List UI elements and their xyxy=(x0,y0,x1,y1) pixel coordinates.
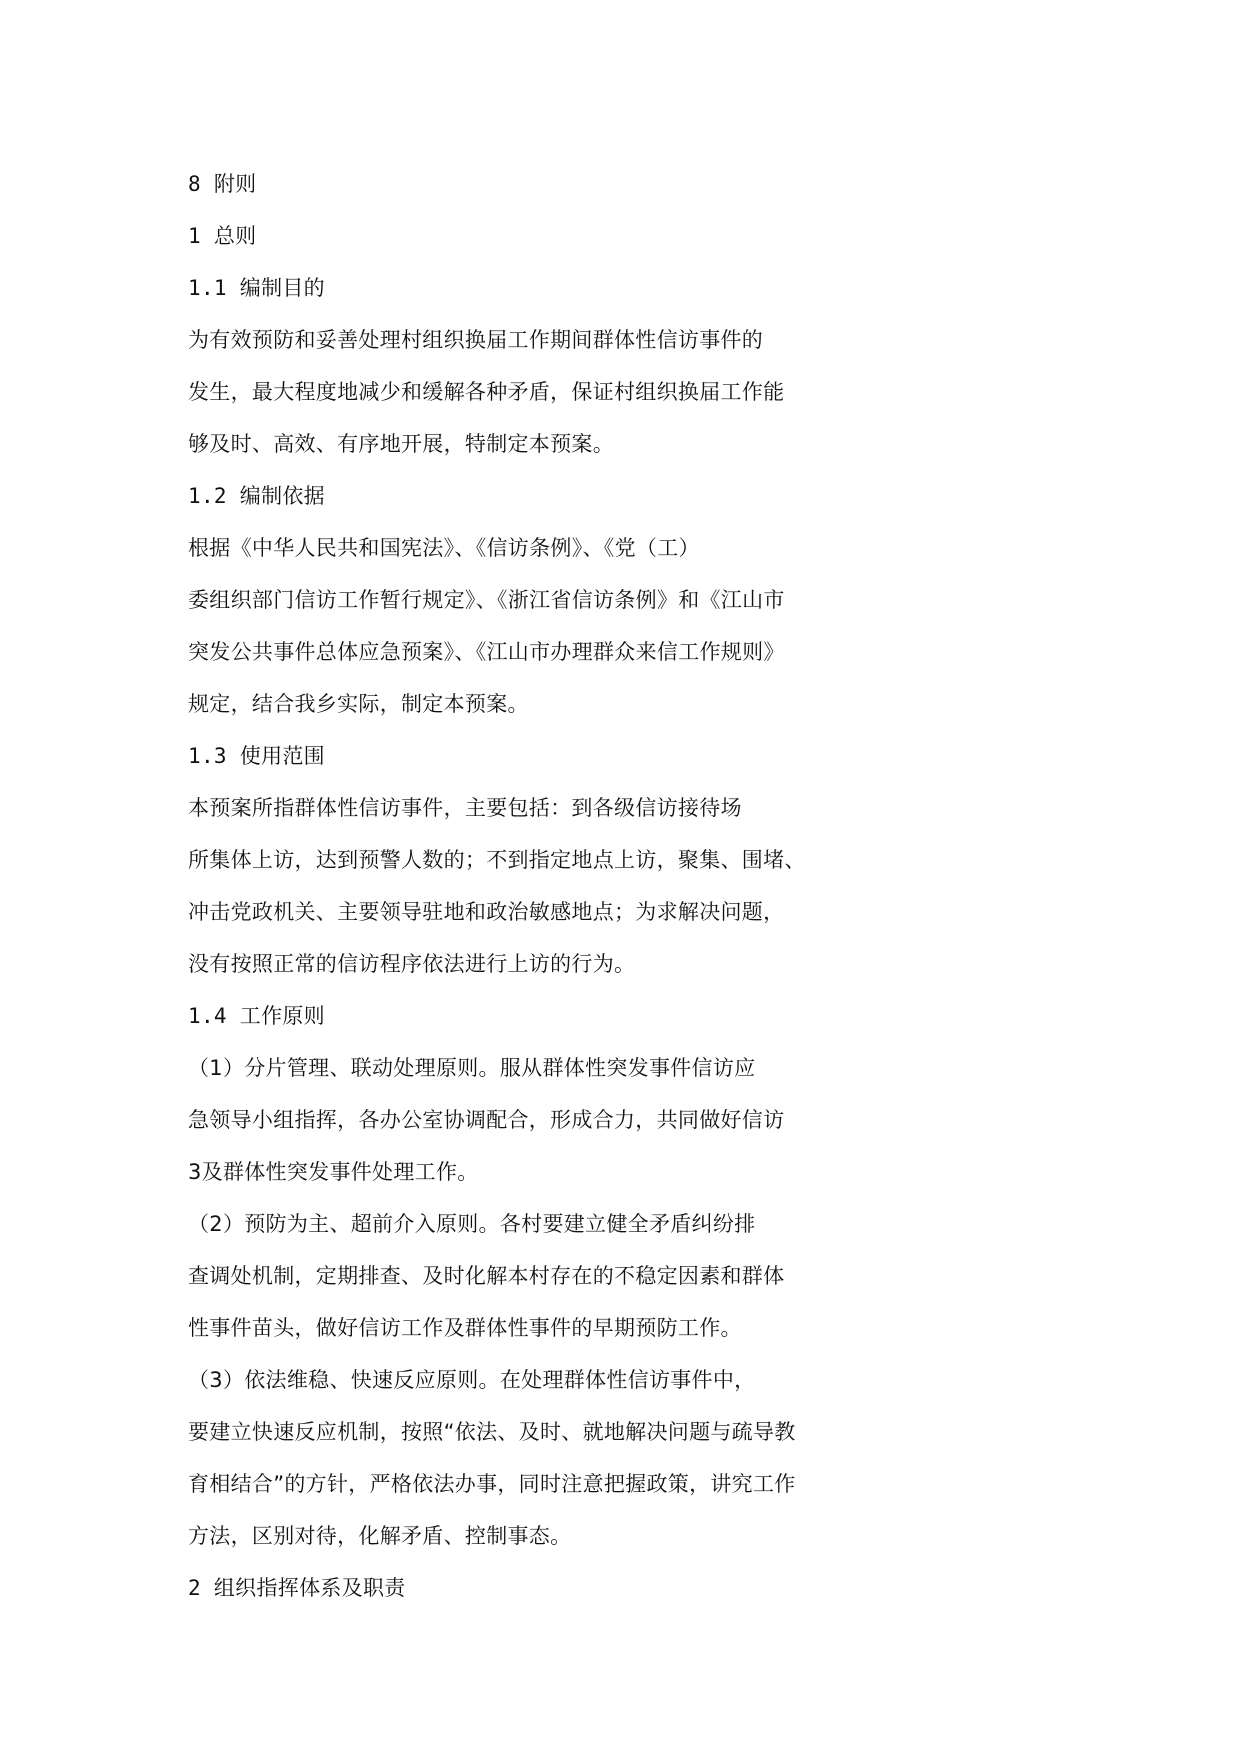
paragraph-line: 发生，最大程度地减少和缓解各种矛盾，保证村组织换届工作能 xyxy=(188,380,785,404)
section-heading: 1.1 编制目的 xyxy=(188,276,325,300)
paragraph-line: （3）依法维稳、快速反应原则。在处理群体性信访事件中， xyxy=(188,1368,756,1392)
paragraph-line: （1）分片管理、联动处理原则。服从群体性突发事件信访应 xyxy=(188,1056,756,1080)
paragraph-line: 本预案所指群体性信访事件，主要包括：到各级信访接待场 xyxy=(188,796,742,820)
paragraph-line: 突发公共事件总体应急预案》、《江山市办理群众来信工作规则》 xyxy=(188,640,785,664)
section-heading: 1.3 使用范围 xyxy=(188,744,325,768)
paragraph-line: 育相结合”的方针，严格依法办事，同时注意把握政策，讲究工作 xyxy=(188,1472,796,1496)
paragraph-line: 所集体上访，达到预警人数的；不到指定地点上访，聚集、围堵、 xyxy=(188,848,806,872)
document-body xyxy=(188,158,1088,1614)
paragraph-line: 要建立快速反应机制，按照“依法、及时、就地解决问题与疏导教 xyxy=(188,1420,796,1444)
paragraph-line: 冲击党政机关、主要领导驻地和政治敏感地点；为求解决问题， xyxy=(188,900,785,924)
paragraph-line: 没有按照正常的信访程序依法进行上访的行为。 xyxy=(188,952,636,976)
paragraph-line: 够及时、高效、有序地开展，特制定本预案。 xyxy=(188,432,614,456)
section-heading: 1 总则 xyxy=(188,224,257,248)
paragraph-line: 为有效预防和妥善处理村组织换届工作期间群体性信访事件的 xyxy=(188,328,764,352)
paragraph-line: 规定，结合我乡实际，制定本预案。 xyxy=(188,692,529,716)
paragraph-line: 委组织部门信访工作暂行规定》、《浙江省信访条例》和《江山市 xyxy=(188,588,785,612)
paragraph-line: （2）预防为主、超前介入原则。各村要建立健全矛盾纠纷排 xyxy=(188,1212,756,1236)
paragraph-line: 根据《中华人民共和国宪法》、《信访条例》、《党（工） xyxy=(188,536,700,560)
section-heading: 2 组织指挥体系及职责 xyxy=(188,1576,406,1600)
section-heading: 8 附则 xyxy=(188,172,257,196)
paragraph-line: 查调处机制，定期排查、及时化解本村存在的不稳定因素和群体 xyxy=(188,1264,785,1288)
section-heading: 1.2 编制依据 xyxy=(188,484,325,508)
paragraph-line: 3及群体性突发事件处理工作。 xyxy=(188,1160,479,1184)
section-heading: 1.4 工作原则 xyxy=(188,1004,325,1028)
paragraph-line: 方法，区别对待，化解矛盾、控制事态。 xyxy=(188,1524,572,1548)
paragraph-line: 性事件苗头，做好信访工作及群体性事件的早期预防工作。 xyxy=(188,1316,742,1340)
paragraph-line: 急领导小组指挥，各办公室协调配合，形成合力，共同做好信访 xyxy=(188,1108,785,1132)
